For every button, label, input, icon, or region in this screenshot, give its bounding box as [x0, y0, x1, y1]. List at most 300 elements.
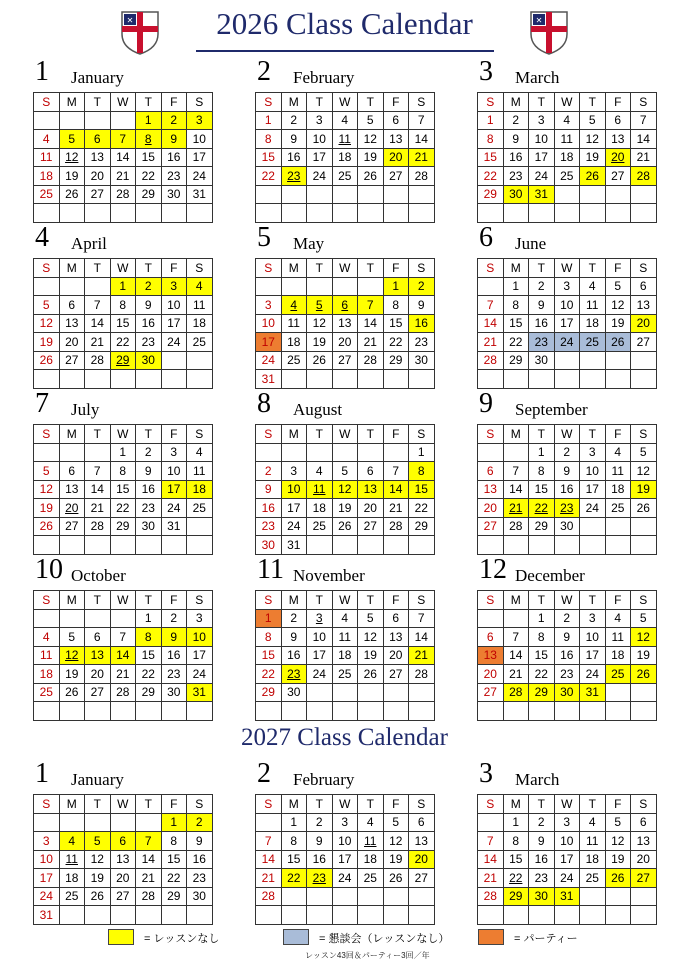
empty-cell: [332, 702, 358, 721]
day-number: 25: [611, 666, 625, 681]
empty-cell: [409, 683, 435, 702]
day-number: 12: [312, 316, 326, 331]
day-cell: [34, 869, 60, 888]
day-cell: [503, 813, 529, 832]
day-cell: [281, 813, 307, 832]
empty-cell: [478, 536, 504, 555]
empty-cell: [478, 609, 504, 628]
day-number: 26: [636, 666, 650, 681]
day-cell: [110, 683, 136, 702]
day-cell: [383, 148, 409, 167]
day-cell: [358, 462, 384, 481]
day-number: 28: [116, 685, 130, 700]
day-number: 1: [537, 445, 545, 460]
day-number: 18: [585, 316, 599, 331]
day-number: 26: [611, 334, 625, 349]
day-number: 3: [563, 279, 571, 294]
empty-cell: [187, 204, 213, 223]
day-cell: [256, 517, 282, 536]
day-number: 23: [534, 870, 548, 885]
day-cell: [631, 314, 657, 333]
month-name: December: [515, 566, 585, 585]
day-cell: [605, 628, 631, 647]
day-number: 12: [636, 463, 650, 478]
day-cell: [554, 683, 580, 702]
weekday-header: F: [605, 795, 631, 814]
day-cell: [529, 277, 555, 296]
day-cell: [605, 443, 631, 462]
day-cell: [59, 314, 85, 333]
day-cell: [478, 628, 504, 647]
legend-swatch-yellow: [108, 929, 134, 945]
day-cell: [307, 665, 333, 684]
day-number: 9: [195, 833, 203, 848]
weekday-header: W: [110, 425, 136, 444]
day-cell: [503, 683, 529, 702]
weekday-header: W: [554, 93, 580, 112]
month-number: 1: [35, 56, 49, 87]
day-number: 2: [315, 815, 323, 830]
weekday-header: W: [110, 591, 136, 610]
empty-cell: [631, 702, 657, 721]
day-number: 26: [363, 666, 377, 681]
empty-cell: [358, 906, 384, 925]
empty-cell: [580, 370, 606, 389]
empty-cell: [605, 517, 631, 536]
day-number: 30: [167, 685, 181, 700]
day-number: 22: [116, 334, 130, 349]
day-number: 24: [560, 334, 574, 349]
day-number: 8: [264, 629, 272, 644]
day-cell: [358, 832, 384, 851]
day-cell: [59, 185, 85, 204]
day-number: 22: [141, 666, 155, 681]
day-number: 24: [39, 889, 53, 904]
day-number: 6: [639, 815, 647, 830]
day-number: 13: [65, 316, 79, 331]
weekday-header: T: [358, 259, 384, 278]
empty-cell: [554, 351, 580, 370]
day-cell: [409, 628, 435, 647]
month-header: [477, 758, 657, 794]
day-cell: [59, 517, 85, 536]
empty-cell: [187, 517, 213, 536]
day-number: 28: [483, 353, 497, 368]
day-number: 9: [264, 482, 272, 497]
day-cell: [529, 167, 555, 186]
day-number: 17: [192, 648, 206, 663]
empty-cell: [187, 702, 213, 721]
day-number: 24: [534, 168, 548, 183]
day-cell: [554, 499, 580, 518]
empty-cell: [529, 906, 555, 925]
day-number: 12: [611, 297, 625, 312]
empty-cell: [383, 683, 409, 702]
month-number: 6: [479, 222, 493, 253]
day-number: 29: [141, 187, 155, 202]
day-cell: [478, 148, 504, 167]
day-number: 25: [363, 870, 377, 885]
day-cell: [110, 646, 136, 665]
day-cell: [59, 646, 85, 665]
day-cell: [332, 499, 358, 518]
day-number: 9: [315, 833, 323, 848]
day-number: 26: [39, 353, 53, 368]
day-number: 26: [389, 870, 403, 885]
month-name: March: [515, 68, 560, 87]
month-table: [255, 424, 435, 555]
day-cell: [503, 850, 529, 869]
day-number: 19: [636, 648, 650, 663]
day-number: 18: [611, 482, 625, 497]
empty-cell: [631, 517, 657, 536]
day-number: 27: [483, 519, 497, 534]
day-cell: [580, 813, 606, 832]
day-cell: [478, 646, 504, 665]
empty-cell: [554, 536, 580, 555]
day-cell: [161, 314, 187, 333]
empty-cell: [307, 906, 333, 925]
empty-cell: [580, 536, 606, 555]
day-number: 11: [65, 852, 78, 867]
day-cell: [187, 111, 213, 130]
day-cell: [358, 665, 384, 684]
weekday-header: M: [59, 425, 85, 444]
empty-cell: [358, 185, 384, 204]
day-number: 26: [65, 685, 79, 700]
day-cell: [281, 351, 307, 370]
day-number: 7: [366, 297, 374, 312]
day-cell: [307, 609, 333, 628]
day-cell: [110, 148, 136, 167]
day-cell: [307, 462, 333, 481]
day-cell: [161, 443, 187, 462]
day-number: 16: [167, 648, 181, 663]
day-cell: [554, 480, 580, 499]
day-number: 21: [261, 870, 275, 885]
day-number: 17: [39, 870, 53, 885]
month-name: October: [71, 566, 126, 585]
day-cell: [554, 443, 580, 462]
day-number: 21: [483, 334, 497, 349]
day-number: 3: [195, 113, 203, 128]
weekday-header: M: [281, 591, 307, 610]
day-number: 8: [290, 833, 298, 848]
month-calendar: [255, 758, 435, 925]
day-cell: [136, 277, 162, 296]
day-cell: [605, 869, 631, 888]
day-number: 12: [585, 131, 599, 146]
day-cell: [256, 887, 282, 906]
weekday-header: M: [503, 591, 529, 610]
day-number: 2: [144, 279, 152, 294]
empty-cell: [307, 536, 333, 555]
empty-cell: [59, 702, 85, 721]
empty-cell: [631, 370, 657, 389]
day-number: 2: [290, 113, 298, 128]
day-number: 2: [537, 279, 545, 294]
month-calendar: [33, 56, 213, 223]
empty-cell: [631, 887, 657, 906]
month-name: June: [515, 234, 547, 253]
day-cell: [529, 646, 555, 665]
day-number: 22: [509, 334, 523, 349]
day-number: 14: [116, 648, 130, 663]
day-cell: [580, 869, 606, 888]
empty-cell: [85, 277, 111, 296]
day-cell: [503, 185, 529, 204]
day-number: 10: [167, 463, 181, 478]
weekday-header: T: [580, 93, 606, 112]
day-number: 31: [585, 685, 599, 700]
day-number: 15: [534, 648, 548, 663]
weekday-header: T: [358, 93, 384, 112]
day-cell: [281, 665, 307, 684]
weekday-header: S: [34, 93, 60, 112]
day-cell: [529, 517, 555, 536]
day-number: 20: [636, 852, 650, 867]
day-cell: [529, 832, 555, 851]
day-number: 17: [312, 150, 326, 165]
day-number: 11: [40, 648, 53, 663]
day-cell: [59, 480, 85, 499]
svg-text:✕: ✕: [126, 16, 134, 25]
empty-cell: [59, 111, 85, 130]
day-number: 13: [116, 852, 130, 867]
day-number: 2: [195, 815, 203, 830]
day-number: 31: [192, 685, 206, 700]
day-cell: [187, 887, 213, 906]
day-cell: [85, 887, 111, 906]
empty-cell: [409, 887, 435, 906]
day-number: 25: [192, 500, 206, 515]
empty-cell: [478, 443, 504, 462]
day-cell: [256, 130, 282, 149]
day-cell: [605, 480, 631, 499]
day-cell: [85, 462, 111, 481]
day-cell: [383, 609, 409, 628]
day-cell: [409, 517, 435, 536]
day-number: 29: [509, 353, 523, 368]
day-number: 26: [363, 168, 377, 183]
month-header: [477, 56, 657, 92]
day-cell: [529, 296, 555, 315]
weekday-header: S: [409, 795, 435, 814]
day-number: 7: [512, 463, 520, 478]
month-header: [477, 554, 657, 590]
day-cell: [631, 480, 657, 499]
day-cell: [307, 148, 333, 167]
day-cell: [554, 167, 580, 186]
day-cell: [85, 517, 111, 536]
month-table: [33, 590, 213, 721]
day-number: 31: [261, 371, 275, 386]
day-cell: [307, 517, 333, 536]
day-cell: [307, 333, 333, 352]
day-number: 18: [560, 150, 574, 165]
day-number: 21: [636, 150, 650, 165]
day-number: 3: [42, 833, 50, 848]
weekday-header: T: [307, 795, 333, 814]
weekday-header: T: [529, 259, 555, 278]
empty-cell: [59, 813, 85, 832]
empty-cell: [307, 185, 333, 204]
empty-cell: [503, 443, 529, 462]
day-cell: [409, 443, 435, 462]
day-cell: [256, 370, 282, 389]
empty-cell: [307, 887, 333, 906]
empty-cell: [34, 702, 60, 721]
month-name: September: [515, 400, 588, 419]
day-cell: [503, 333, 529, 352]
month-name: April: [71, 234, 107, 253]
day-cell: [631, 111, 657, 130]
day-number: 1: [144, 113, 152, 128]
empty-cell: [110, 609, 136, 628]
empty-cell: [605, 185, 631, 204]
day-number: 20: [611, 150, 625, 165]
day-number: 20: [90, 666, 104, 681]
day-cell: [136, 480, 162, 499]
day-number: 3: [588, 445, 596, 460]
day-number: 30: [192, 889, 206, 904]
weekday-header: F: [605, 425, 631, 444]
empty-cell: [136, 813, 162, 832]
weekday-header: T: [136, 93, 162, 112]
day-cell: [136, 887, 162, 906]
weekday-header: S: [187, 795, 213, 814]
day-cell: [631, 148, 657, 167]
day-number: 6: [486, 463, 494, 478]
day-number: 27: [90, 685, 104, 700]
day-cell: [631, 443, 657, 462]
day-cell: [409, 832, 435, 851]
day-number: 8: [512, 297, 520, 312]
day-cell: [161, 813, 187, 832]
month-table: [33, 424, 213, 555]
day-cell: [307, 832, 333, 851]
empty-cell: [529, 702, 555, 721]
day-number: 9: [563, 629, 571, 644]
day-number: 7: [144, 833, 152, 848]
day-cell: [358, 351, 384, 370]
day-number: 16: [287, 648, 301, 663]
day-cell: [358, 869, 384, 888]
weekday-header: S: [34, 259, 60, 278]
day-number: 3: [315, 611, 323, 626]
month-table: [255, 258, 435, 389]
day-cell: [85, 167, 111, 186]
month-name: November: [293, 566, 365, 585]
day-cell: [136, 167, 162, 186]
empty-cell: [34, 536, 60, 555]
day-cell: [136, 333, 162, 352]
day-cell: [580, 111, 606, 130]
day-number: 22: [141, 168, 155, 183]
day-number: 20: [116, 870, 130, 885]
day-number: 16: [141, 316, 155, 331]
day-cell: [187, 499, 213, 518]
empty-cell: [358, 702, 384, 721]
day-cell: [85, 665, 111, 684]
day-number: 21: [90, 334, 104, 349]
day-number: 8: [417, 463, 425, 478]
day-cell: [136, 111, 162, 130]
empty-cell: [631, 185, 657, 204]
empty-cell: [631, 536, 657, 555]
day-cell: [85, 628, 111, 647]
day-number: 9: [537, 297, 545, 312]
day-number: 18: [39, 666, 53, 681]
month-calendar: [33, 222, 213, 389]
day-cell: [110, 832, 136, 851]
day-number: 23: [141, 334, 155, 349]
day-cell: [478, 167, 504, 186]
day-cell: [529, 609, 555, 628]
weekday-header: T: [580, 795, 606, 814]
day-number: 30: [167, 187, 181, 202]
empty-cell: [256, 443, 282, 462]
day-cell: [332, 167, 358, 186]
day-number: 20: [338, 334, 352, 349]
day-number: 22: [116, 500, 130, 515]
day-cell: [554, 296, 580, 315]
day-cell: [307, 351, 333, 370]
month-header: [33, 554, 213, 590]
day-cell: [631, 499, 657, 518]
day-number: 25: [338, 666, 352, 681]
day-number: 6: [392, 611, 400, 626]
weekday-header: T: [85, 795, 111, 814]
day-cell: [580, 130, 606, 149]
day-number: 17: [585, 648, 599, 663]
month-name: March: [515, 770, 560, 789]
day-cell: [554, 813, 580, 832]
day-number: 13: [90, 150, 104, 165]
day-cell: [34, 887, 60, 906]
day-cell: [161, 665, 187, 684]
day-number: 11: [313, 482, 326, 497]
day-cell: [383, 517, 409, 536]
empty-cell: [358, 536, 384, 555]
day-cell: [631, 832, 657, 851]
day-cell: [529, 148, 555, 167]
day-number: 13: [65, 482, 79, 497]
empty-cell: [59, 536, 85, 555]
day-number: 30: [141, 353, 155, 368]
empty-cell: [59, 370, 85, 389]
day-cell: [503, 296, 529, 315]
weekday-header: T: [529, 591, 555, 610]
weekday-header: T: [136, 259, 162, 278]
empty-cell: [256, 185, 282, 204]
day-cell: [478, 499, 504, 518]
day-cell: [85, 646, 111, 665]
empty-cell: [256, 277, 282, 296]
day-cell: [554, 887, 580, 906]
month-header: [33, 388, 213, 424]
day-number: 29: [389, 353, 403, 368]
day-cell: [85, 333, 111, 352]
day-number: 23: [167, 168, 181, 183]
day-number: 13: [636, 297, 650, 312]
day-number: 30: [261, 537, 275, 552]
day-cell: [136, 499, 162, 518]
day-number: 22: [509, 870, 523, 885]
day-number: 13: [414, 833, 428, 848]
day-number: 2: [144, 445, 152, 460]
empty-cell: [383, 906, 409, 925]
